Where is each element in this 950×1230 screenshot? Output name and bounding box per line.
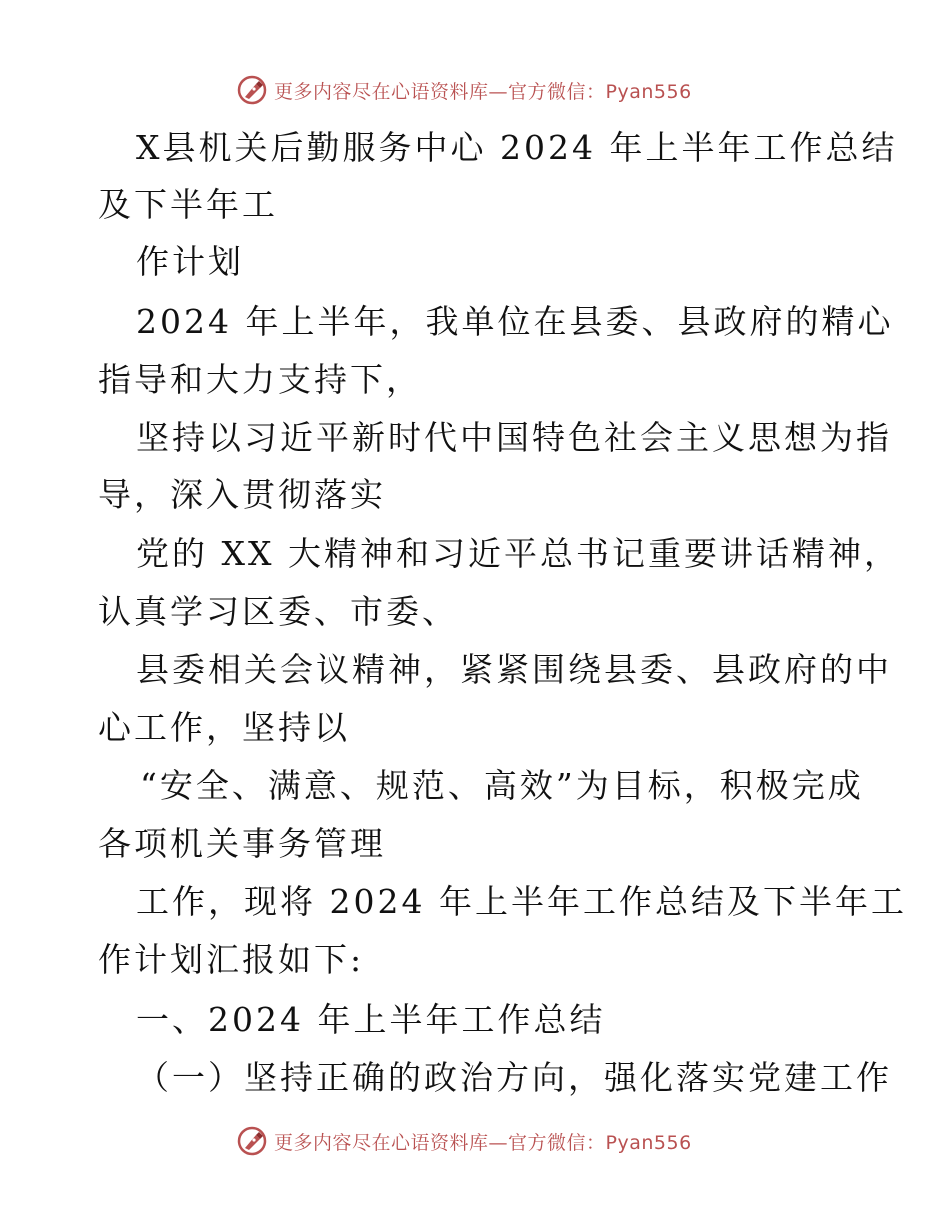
doc-line: X县机关后勤服务中心 2024 年上半年工作总结 (136, 128, 898, 167)
watermark-wechat-id: Pyan556 (605, 1131, 692, 1154)
doc-line: 2024 年上半年，我单位在县委、县政府的精心 (136, 302, 894, 341)
watermark-text (274, 1128, 692, 1155)
header-watermark (236, 73, 692, 107)
watermark-wechat-id: Pyan556 (605, 80, 692, 103)
doc-line: （一）坚持正确的政治方向，强化落实党建工作 (136, 1058, 892, 1097)
doc-line: 导，深入贯彻落实 (98, 475, 386, 514)
watermark-wechat-label: 官方微信： (508, 1131, 606, 1154)
watermark-wechat-label: 官方微信： (508, 80, 606, 103)
watermark-separator: — (488, 1131, 509, 1154)
doc-line: 一、2024 年上半年工作总结 (136, 1000, 606, 1039)
watermark-separator: — (488, 80, 509, 103)
footer-watermark (236, 1124, 692, 1158)
doc-line: 心工作，坚持以 (98, 708, 350, 747)
pen-nib-icon (236, 74, 268, 106)
watermark-brand: 更多内容尽在心语资料库 (274, 80, 489, 103)
doc-line: 及下半年工 (98, 185, 278, 224)
doc-line: 各项机关事务管理 (98, 824, 386, 863)
doc-line: 县委相关会议精神，紧紧围绕县委、县政府的中 (136, 650, 892, 689)
doc-line: “安全、满意、规范、高效”为目标，积极完成 (140, 766, 864, 805)
doc-line: 作计划汇报如下: (98, 940, 365, 979)
doc-line: 党的 XX 大精神和习近平总书记重要讲话精神， (136, 534, 900, 573)
doc-line: 认真学习区委、市委、 (98, 592, 458, 631)
doc-line: 指导和大力支持下， (98, 360, 422, 399)
watermark-text (274, 77, 692, 104)
doc-line: 坚持以习近平新时代中国特色社会主义思想为指 (136, 418, 892, 457)
pen-nib-icon (236, 1125, 268, 1157)
watermark-brand: 更多内容尽在心语资料库 (274, 1131, 489, 1154)
doc-line: 工作，现将 2024 年上半年工作总结及下半年工 (136, 882, 907, 921)
doc-line: 作计划 (136, 242, 244, 281)
